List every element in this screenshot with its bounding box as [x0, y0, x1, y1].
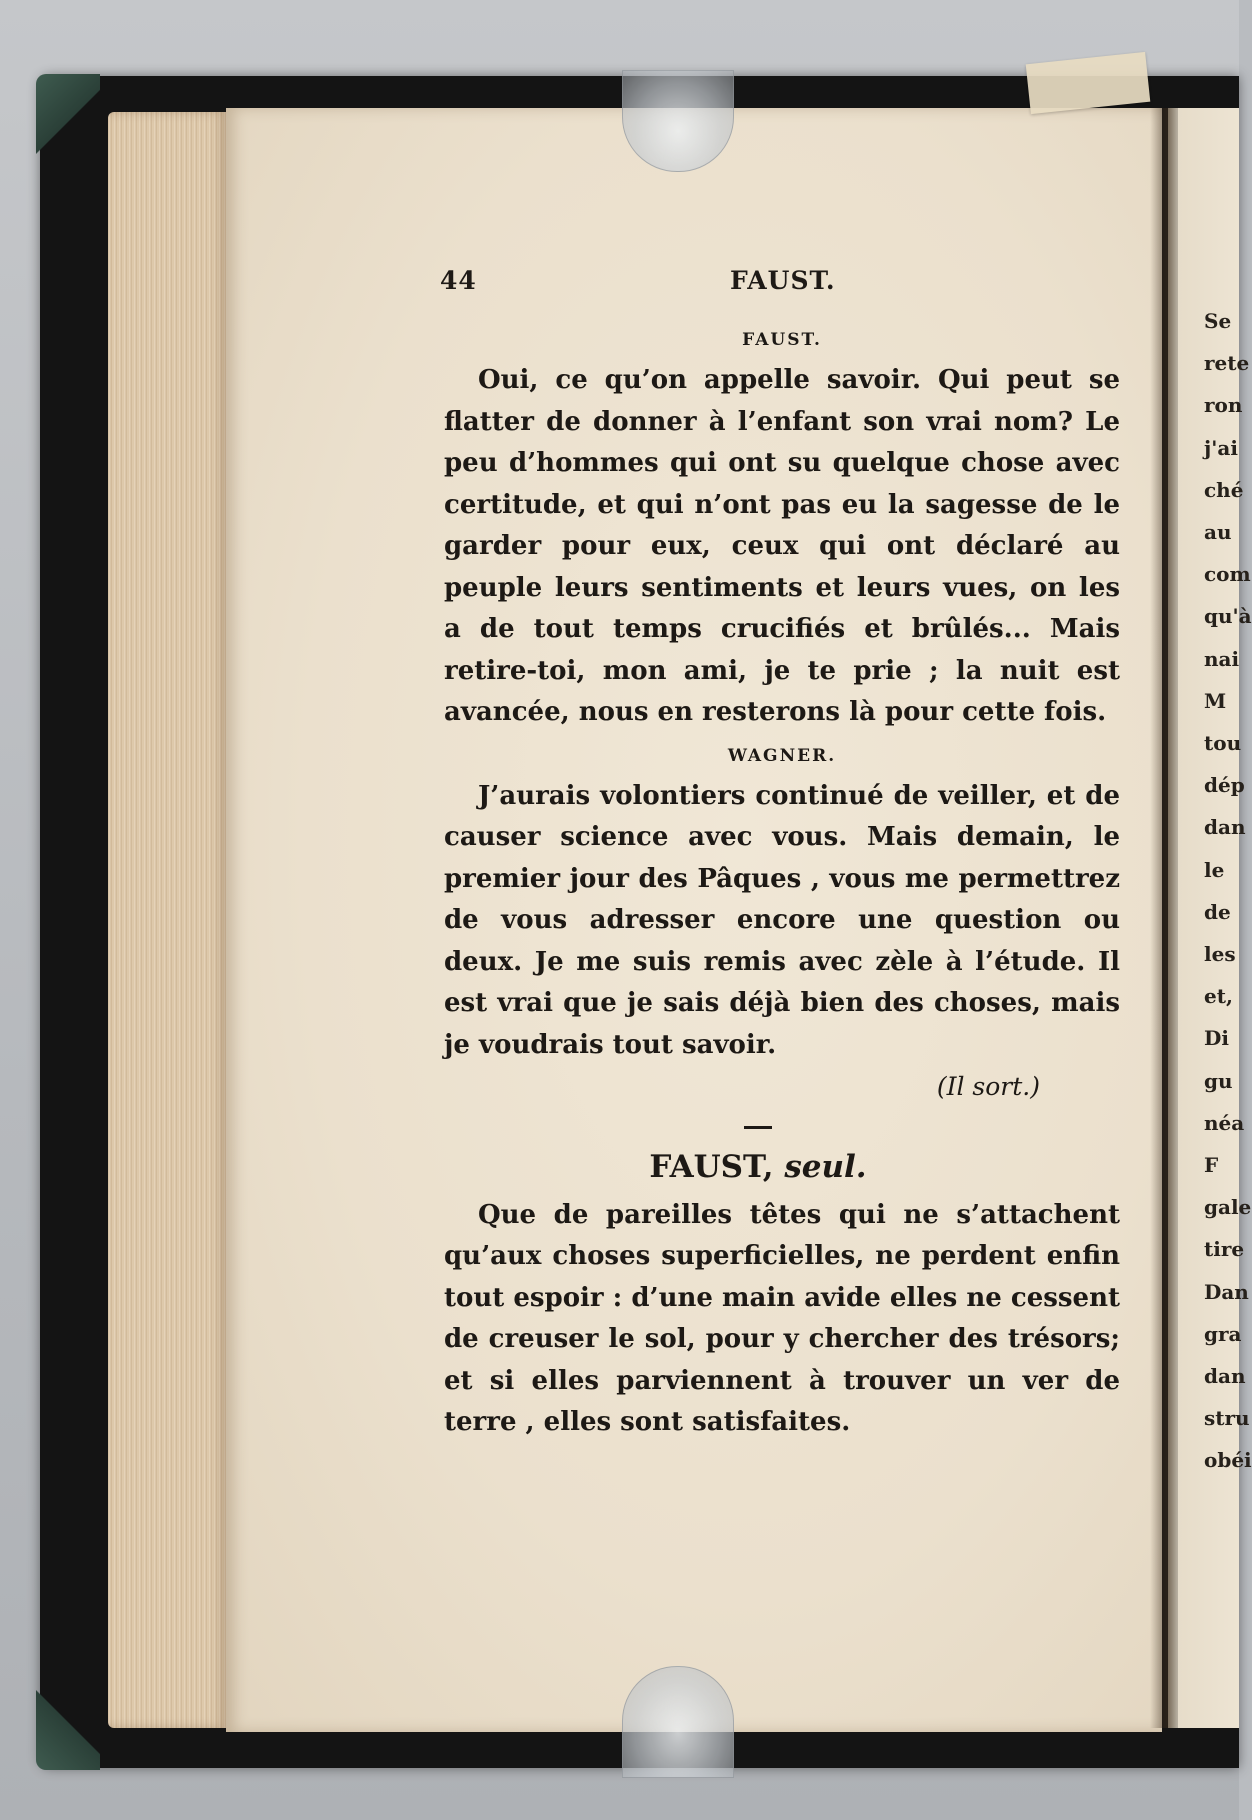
- page-text: [444, 320, 1120, 1444]
- facing-page-fragment: stru: [1204, 1406, 1250, 1431]
- facing-page-fragment: néa: [1204, 1110, 1245, 1135]
- facing-page-fragment: Se: [1204, 309, 1232, 333]
- cover-corner-top: [36, 74, 100, 154]
- facing-page-fragment: obéi: [1204, 1448, 1252, 1473]
- scene-divider: [744, 1126, 772, 1129]
- facing-page-fragment: gu: [1204, 1068, 1233, 1093]
- scene-heading: [420, 1145, 1096, 1189]
- speaker-label-wagner: WAGNER.: [727, 745, 837, 766]
- facing-page-fragment: F: [1204, 1153, 1219, 1178]
- facing-page-fragment: com: [1204, 562, 1251, 587]
- page-clip-bottom: [622, 1666, 734, 1778]
- facing-page-fragment: et,: [1204, 984, 1233, 1009]
- scene-heading-note: seul.: [784, 1148, 867, 1185]
- facing-page-fragment: dép: [1204, 773, 1245, 798]
- facing-page-fragment: le: [1204, 857, 1225, 882]
- facing-page-fragment: rete: [1204, 351, 1250, 376]
- facing-page-fragment: de: [1204, 899, 1231, 924]
- stage-direction: (Il sort.): [936, 1072, 1040, 1101]
- facing-page-fragment: Dan: [1204, 1279, 1249, 1304]
- paragraph-wagner: J’aurais volontiers continué de veiller, et de causer science avec vous. Mais demain, le premier jour des Pâques , vous me permettrez de vous adresser encore une question ou deux. Je me suis remis avec zèle à l’étude. Il est vrai que je sais déjà bien des choses, mais je voudrais tout savoir.: [444, 780, 1120, 1060]
- facing-page-fragment: M: [1204, 688, 1227, 713]
- facing-page-fragment: gra: [1204, 1321, 1242, 1346]
- page-edges: [108, 112, 226, 1728]
- paragraph-faust: Oui, ce qu’on appelle savoir. Qui peut se flatter de donner à l’enfant son vrai nom? Le peu d’hommes qui ont su quelque chose avec certitude, et qui n’ont pas eu la sagesse de le garder pour eux, ceux qui ont déclaré au peuple leurs sentiments et leurs vues, on les a de tout temps crucifiés et brûlés... Mais retire-toi, mon ami, je te prie ; la nuit est avancée, nous en resterons là pour cette fois.: [444, 365, 1120, 727]
- facing-page-fragment: qu'à: [1204, 604, 1252, 629]
- facing-page-fragment: Di: [1204, 1026, 1229, 1051]
- facing-page-fragment: les: [1204, 942, 1236, 967]
- page-header: [440, 262, 1120, 302]
- facing-page-fragment: j'ai: [1204, 435, 1238, 460]
- facing-page-fragment: ché: [1204, 477, 1244, 502]
- facing-page-fragment: dan: [1204, 815, 1246, 840]
- facing-page-fragment: gale: [1204, 1195, 1252, 1220]
- facing-page-fragment: ron: [1204, 393, 1243, 418]
- cover-corner-bottom: [36, 1690, 100, 1770]
- facing-page-fragment: dan: [1204, 1364, 1246, 1389]
- facing-page-fragment: tou: [1204, 731, 1242, 756]
- facing-page-fragment: au: [1204, 520, 1232, 545]
- page-number: 44: [440, 266, 477, 295]
- speaker-label-faust: FAUST.: [742, 330, 822, 350]
- spine-shadow: [1150, 108, 1178, 1728]
- facing-page-fragment: tire: [1204, 1237, 1245, 1262]
- paragraph-faust-monologue: Que de pareilles têtes qui ne s’attachent qu’aux choses superficielles, ne perdent enfin tout espoir : d’une main avide elles ne cessent de creuser le sol, pour y chercher des trésors; et si elles parviennent à trouver un ver de terre , elles sont satisfaites.: [444, 1199, 1120, 1437]
- facing-page-text: [1204, 300, 1252, 1482]
- facing-page-fragment: nai: [1204, 646, 1240, 671]
- scene-heading-name: FAUST,: [649, 1148, 774, 1185]
- running-head: FAUST.: [730, 266, 836, 295]
